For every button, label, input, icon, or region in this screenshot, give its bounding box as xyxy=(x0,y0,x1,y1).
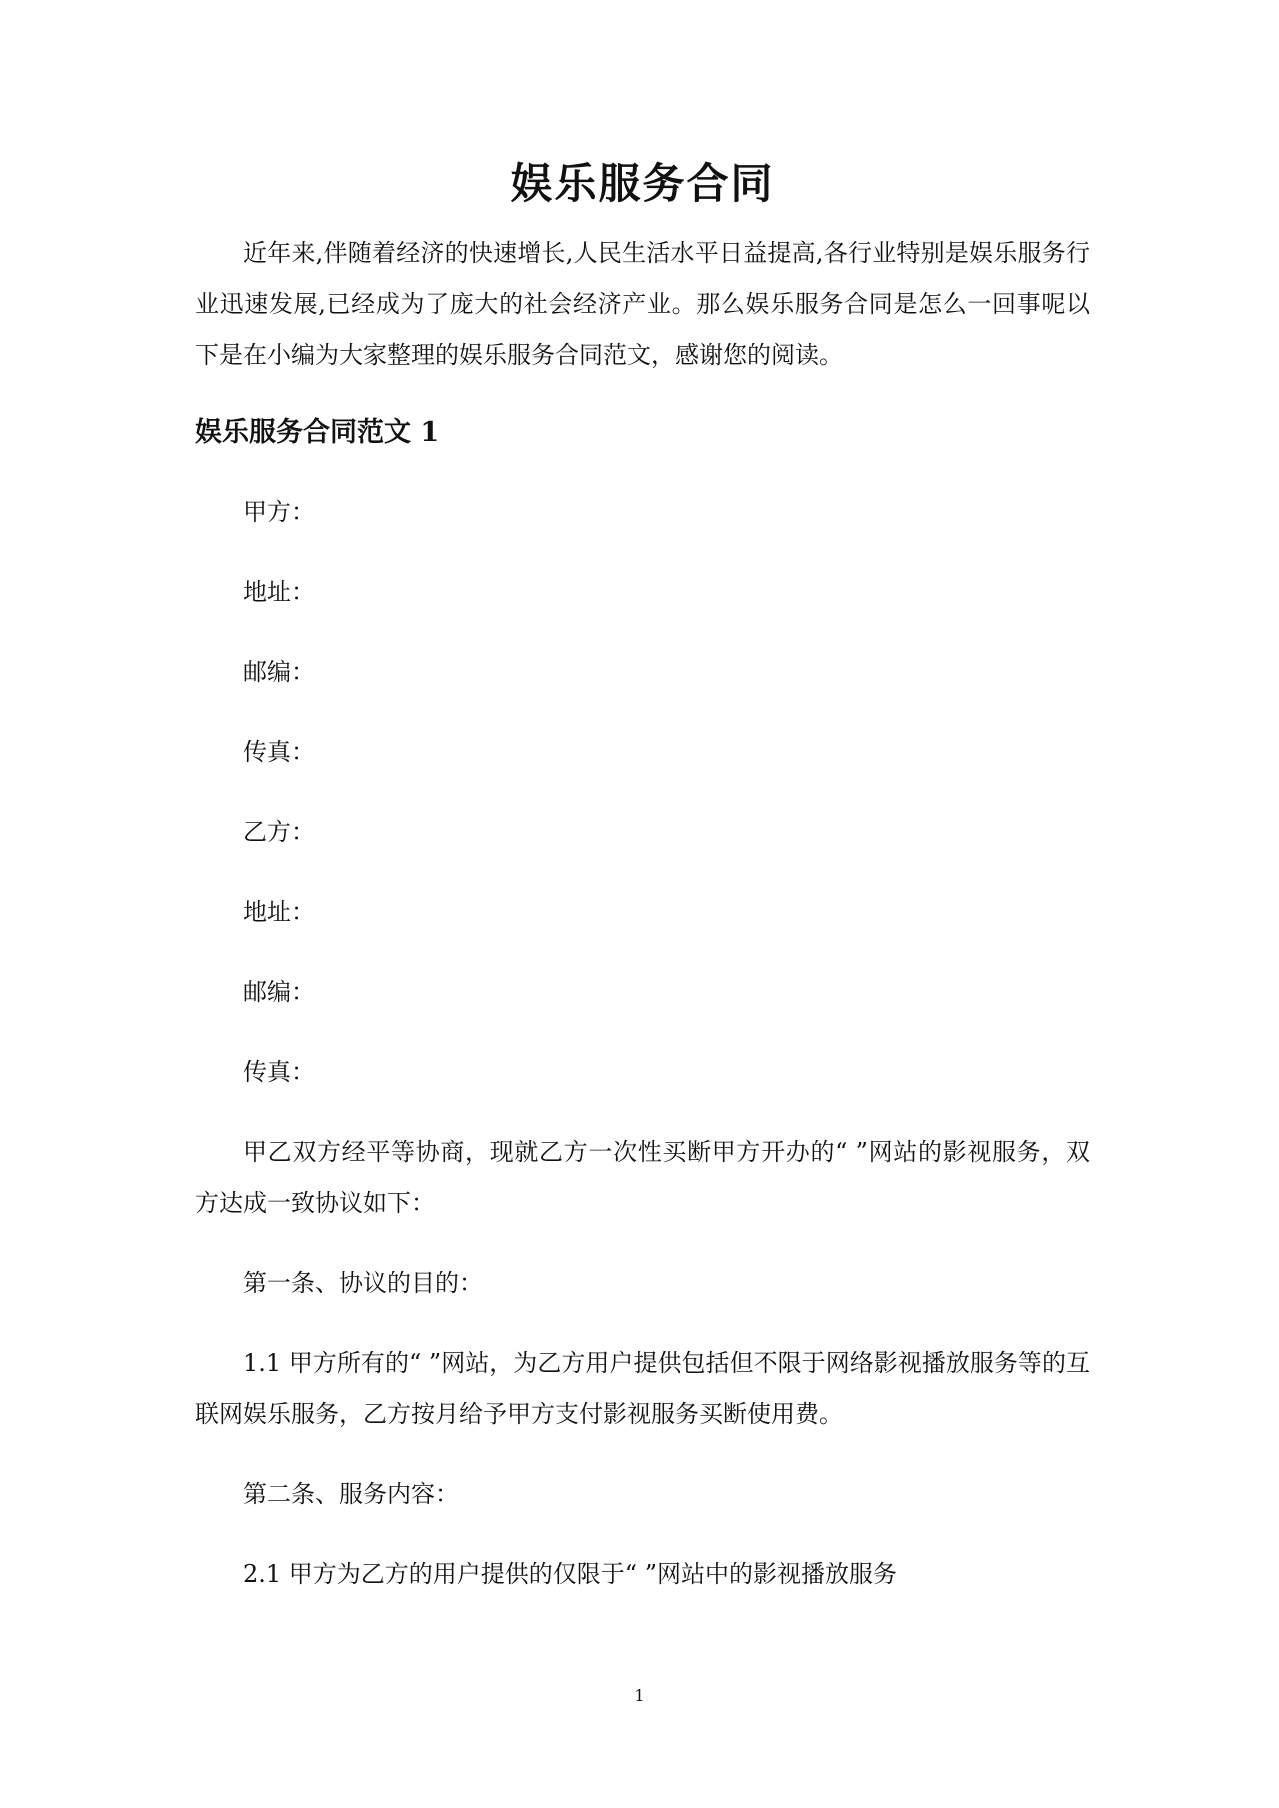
party-b-block xyxy=(195,807,1090,1098)
intro-paragraph: 近年来,伴随着经济的快速增长,人民生活水平日益提高,各行业特别是娱乐服务行业迅速发展,已经成为了庞大的社会经济产业。那么娱乐服务合同是怎么一回事呢以下是在小编为大家整理的娱乐服务合同范文，感谢您的阅读。 xyxy=(195,239,1090,369)
party-b-postcode-field: 邮编： xyxy=(243,978,315,1006)
party-a-block xyxy=(195,487,1090,778)
page-number: 1 xyxy=(634,1686,645,1705)
party-a-address-field: 地址： xyxy=(243,578,315,606)
party-a-postcode-field: 邮编： xyxy=(243,658,315,686)
party-a-name-field: 甲方： xyxy=(243,498,315,526)
article-2-title: 第二条、服务内容： xyxy=(243,1480,459,1508)
party-b-address-field: 地址： xyxy=(243,898,315,926)
article-1-title: 第一条、协议的目的： xyxy=(243,1269,483,1297)
section-heading: 娱乐服务合同范文 1 xyxy=(195,417,440,448)
party-b-name-field: 乙方： xyxy=(243,818,315,846)
party-b-fax-field: 传真： xyxy=(243,1058,315,1086)
party-a-fax-field: 传真： xyxy=(243,738,315,766)
agreement-paragraph: 甲乙双方经平等协商，现就乙方一次性买断甲方开办的“ ”网站的影视服务，双方达成一致协议如下： xyxy=(195,1138,1090,1217)
article-2-1-paragraph: 2.1 甲方为乙方的用户提供的仅限于“ ”网站中的影视播放服务 xyxy=(243,1560,897,1588)
article-1-1-paragraph: 1.1 甲方所有的“ ”网站，为乙方用户提供包括但不限于网络影视播放服务等的互联网娱乐服务，乙方按月给予甲方支付影视服务买断使用费。 xyxy=(195,1349,1090,1428)
document-body xyxy=(195,150,1090,1629)
document-title: 娱乐服务合同 xyxy=(510,159,775,208)
